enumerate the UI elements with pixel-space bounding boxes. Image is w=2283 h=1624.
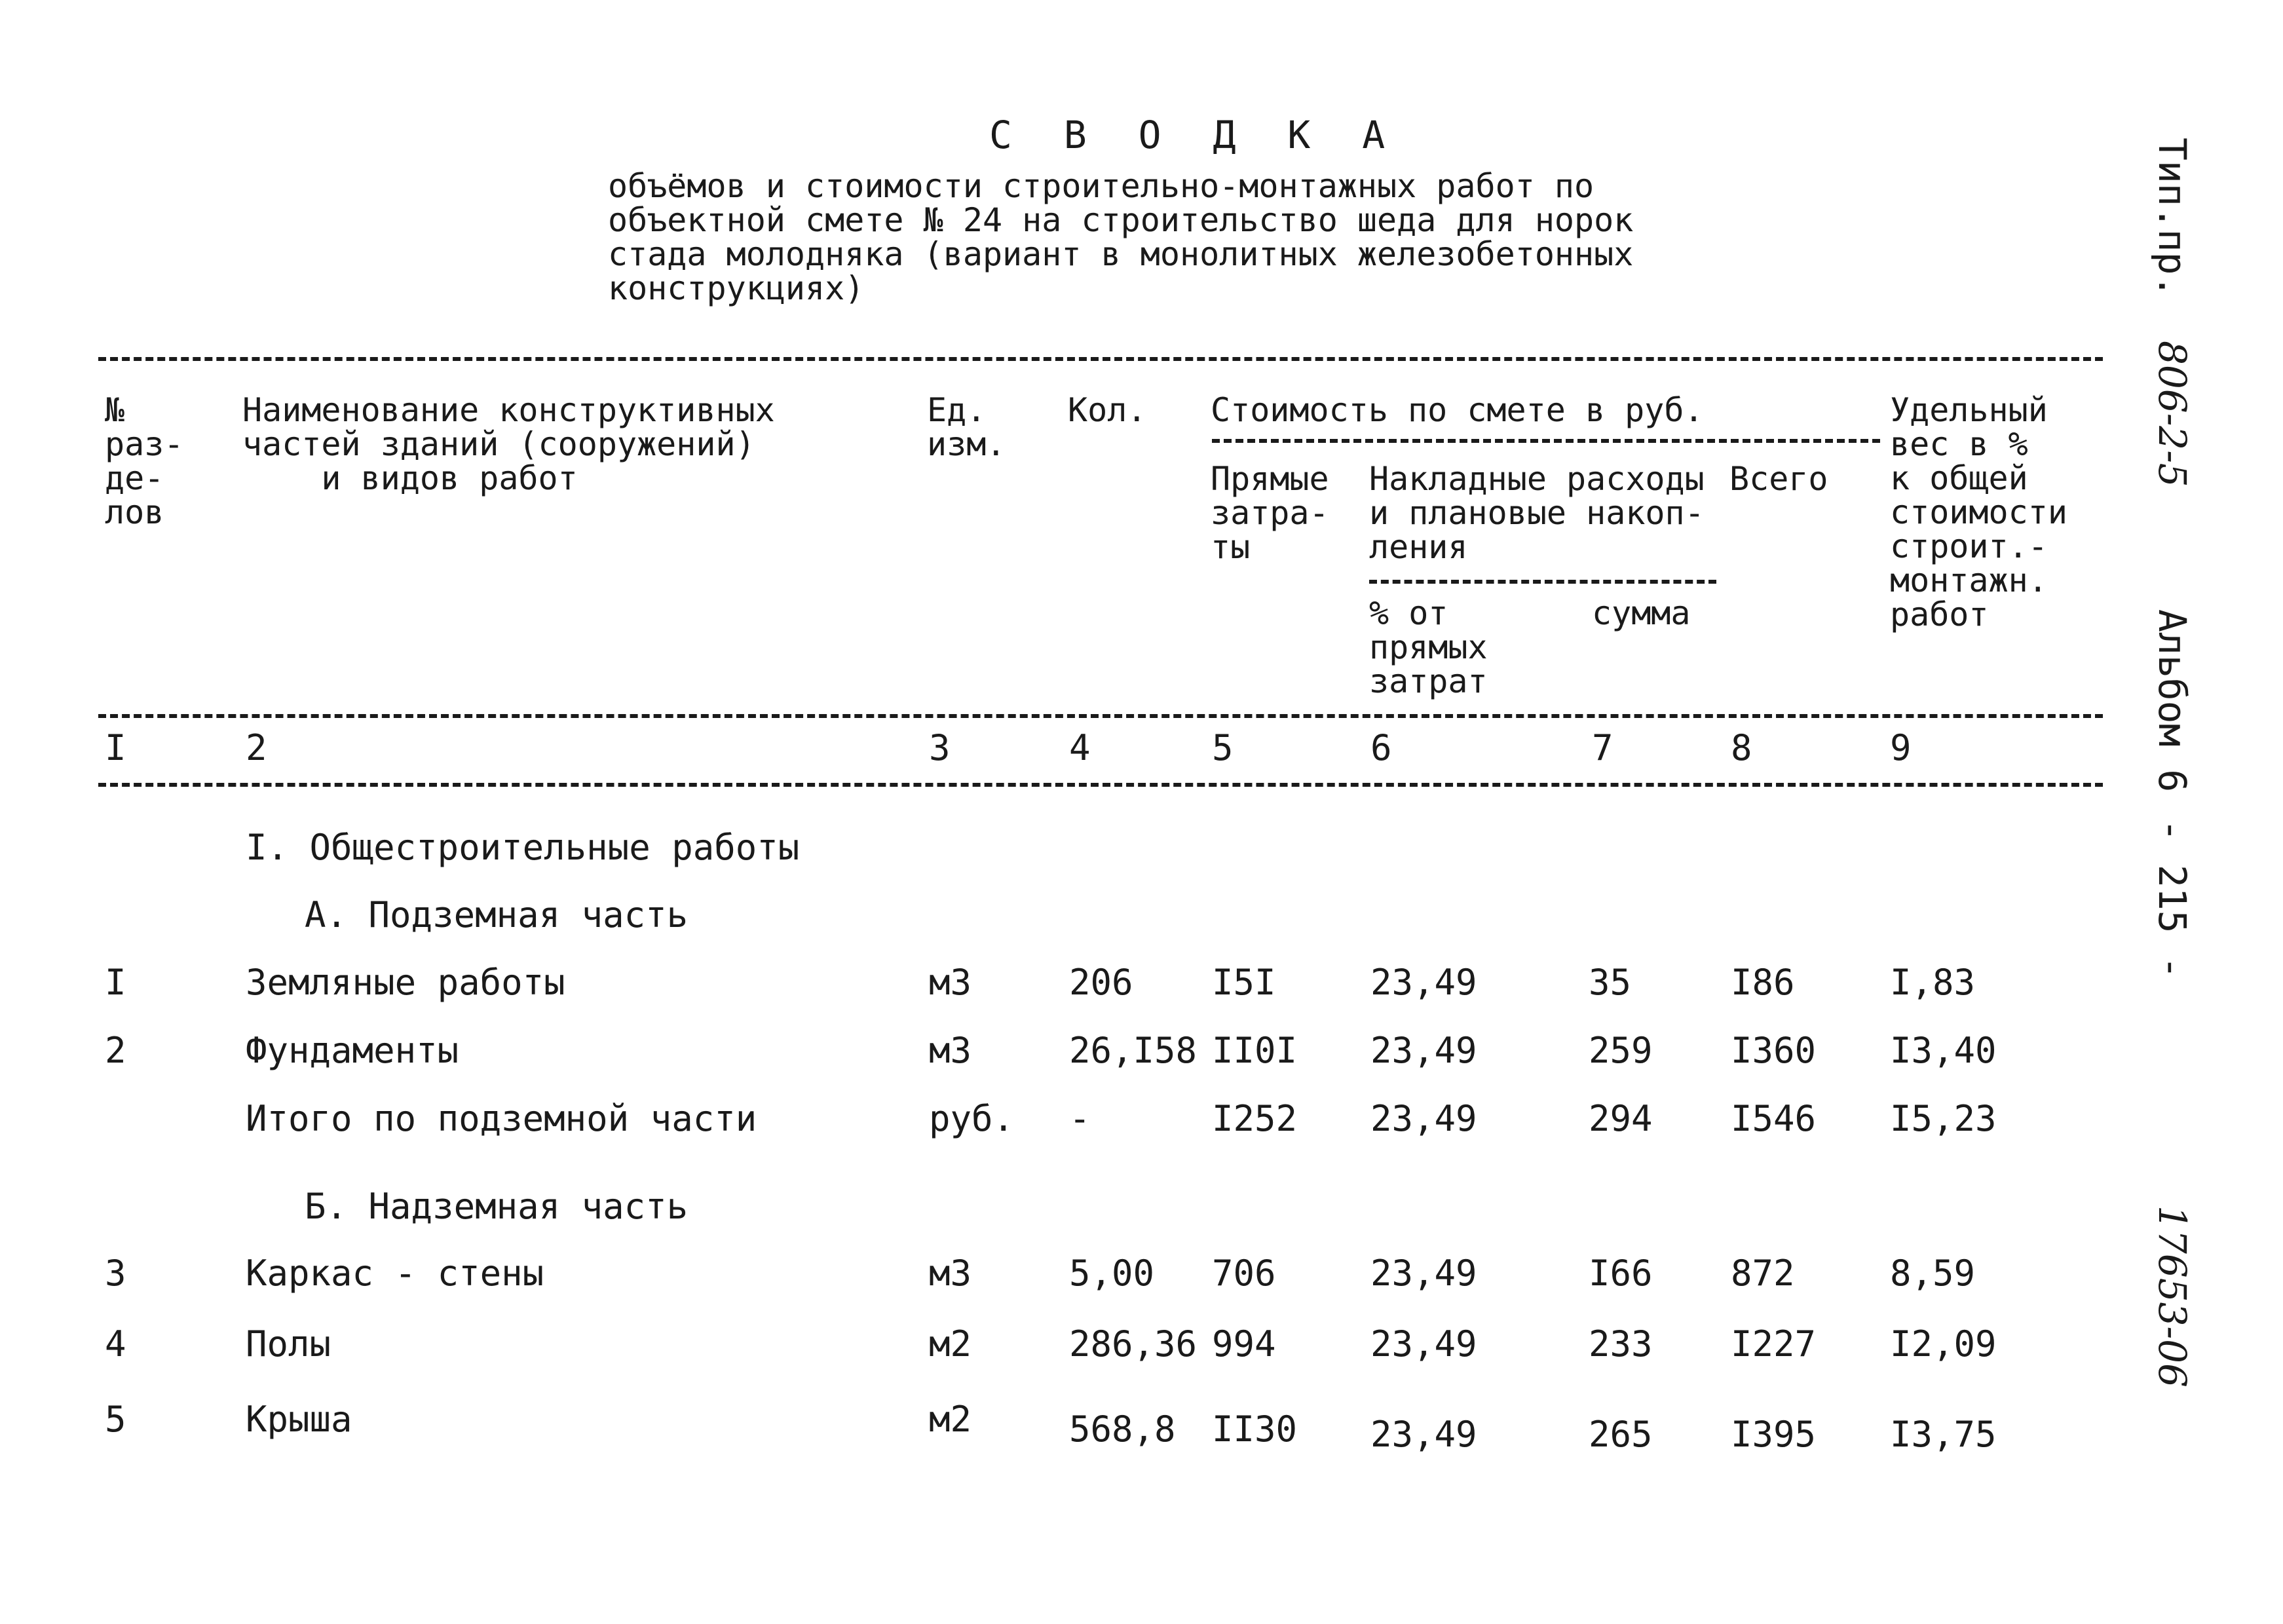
side-project-code: 806-2-5 [2150, 341, 2195, 487]
row-overhead-percent: 23,49 [1370, 1414, 1477, 1455]
column-number: 7 [1592, 727, 1613, 768]
subsection-heading-a: А. Подземная часть [305, 894, 689, 935]
side-album-label: Альбом 6 [2150, 609, 2195, 793]
row-share: I3,75 [1890, 1414, 1997, 1455]
side-project-label: Тип.пр. [2150, 138, 2195, 298]
row-total: I227 [1731, 1323, 1817, 1365]
column-number: 6 [1370, 727, 1392, 768]
column-numbers-rule [98, 783, 2103, 787]
header-overhead-sum: сумма [1592, 594, 1691, 632]
row-name: Каркас - стены [246, 1253, 544, 1294]
header-share: Удельный вес в % к общей стоимости строит.- монтажн. работ [1890, 391, 2067, 633]
column-number: 4 [1069, 727, 1091, 768]
side-archive-stamp: 17653-06 [2150, 1205, 2195, 1388]
document-subtitle [608, 169, 1633, 305]
header-cost-group: Стоимость по смете в руб. [1211, 391, 1704, 429]
row-overhead-percent: 23,49 [1370, 962, 1477, 1003]
row-name: Итого по подземной части [246, 1098, 757, 1139]
row-overhead-sum: 233 [1589, 1323, 1653, 1365]
subtitle-line: стада молодняка (вариант в монолитных железобетонных [608, 235, 1634, 273]
column-number: 3 [929, 727, 951, 768]
row-overhead-sum: 294 [1589, 1098, 1653, 1139]
row-unit: м2 [929, 1323, 972, 1365]
row-overhead-percent: 23,49 [1370, 1098, 1477, 1139]
column-number: I [105, 727, 126, 768]
header-name: Наименование конструктивных частей зданий (сооружений) и видов работ [242, 391, 775, 497]
row-quantity: 568,8 [1069, 1408, 1176, 1450]
row-quantity: 5,00 [1069, 1253, 1155, 1294]
column-number: 2 [246, 727, 267, 768]
row-direct-costs: II0I [1212, 1030, 1298, 1071]
row-unit: м3 [929, 1030, 972, 1071]
row-share: I,83 [1890, 962, 1976, 1003]
row-name: Земляные работы [246, 962, 565, 1003]
cost-group-rule [1212, 439, 1880, 443]
row-direct-costs: II30 [1212, 1408, 1298, 1450]
row-overhead-sum: 35 [1589, 962, 1632, 1003]
subtitle-line: конструкциях) [608, 269, 865, 307]
row-overhead-sum: I66 [1589, 1253, 1653, 1294]
overhead-group-rule [1369, 580, 1716, 584]
header-direct-costs: Прямые затра- ты [1211, 460, 1329, 566]
row-total: 872 [1731, 1253, 1795, 1294]
column-number: 5 [1212, 727, 1234, 768]
row-overhead-percent: 23,49 [1370, 1030, 1477, 1071]
row-name: Полы [246, 1323, 331, 1365]
row-unit: м2 [929, 1399, 972, 1440]
row-quantity: - [1069, 1098, 1091, 1139]
row-overhead-sum: 259 [1589, 1030, 1653, 1071]
row-direct-costs: 706 [1212, 1253, 1276, 1294]
subsection-heading-b: Б. Надземная часть [305, 1186, 689, 1227]
row-quantity: 26,I58 [1069, 1030, 1198, 1071]
row-overhead-percent: 23,49 [1370, 1323, 1477, 1365]
header-quantity: Кол. [1068, 391, 1147, 429]
header-section-number: № раз- де- лов [105, 391, 184, 531]
row-name: Крыша [246, 1399, 352, 1440]
row-number: 2 [105, 1030, 126, 1071]
column-number: 9 [1890, 727, 1912, 768]
header-bottom-rule [98, 714, 2103, 718]
row-number: I [105, 962, 126, 1003]
row-name: Фундаменты [246, 1030, 459, 1071]
row-total: I360 [1731, 1030, 1817, 1071]
header-overhead-percent: % от прямых затрат [1369, 594, 1488, 700]
row-number: 4 [105, 1323, 126, 1365]
side-page-number: - 215 - [2150, 819, 2195, 979]
row-share: I2,09 [1890, 1323, 1997, 1365]
row-total: I395 [1731, 1414, 1817, 1455]
row-direct-costs: I5I [1212, 962, 1276, 1003]
row-share: I5,23 [1890, 1098, 1997, 1139]
section-heading: I. Общестроительные работы [246, 827, 800, 868]
row-overhead-percent: 23,49 [1370, 1253, 1477, 1294]
row-overhead-sum: 265 [1589, 1414, 1653, 1455]
document-title: С В О Д К А [989, 113, 1400, 157]
header-unit: Ед. изм. [927, 391, 1006, 463]
header-total: Всего [1729, 460, 1828, 498]
row-share: 8,59 [1890, 1253, 1976, 1294]
row-unit: руб. [929, 1098, 1015, 1139]
row-share: I3,40 [1890, 1030, 1997, 1071]
subtitle-line: объектной смете № 24 на строительство шеда для норок [608, 201, 1634, 239]
header-top-rule [98, 357, 2103, 361]
row-quantity: 286,36 [1069, 1323, 1198, 1365]
column-number: 8 [1731, 727, 1752, 768]
row-number: 3 [105, 1253, 126, 1294]
row-number: 5 [105, 1399, 126, 1440]
row-direct-costs: 994 [1212, 1323, 1276, 1365]
row-unit: м3 [929, 1253, 972, 1294]
row-total: I86 [1731, 962, 1795, 1003]
header-overhead: Накладные расходы и плановые накоп- ления [1369, 460, 1705, 566]
subtitle-line: объёмов и стоимости строительно-монтажных работ по [608, 167, 1594, 205]
row-total: I546 [1731, 1098, 1817, 1139]
row-quantity: 206 [1069, 962, 1133, 1003]
row-unit: м3 [929, 962, 972, 1003]
row-direct-costs: I252 [1212, 1098, 1298, 1139]
